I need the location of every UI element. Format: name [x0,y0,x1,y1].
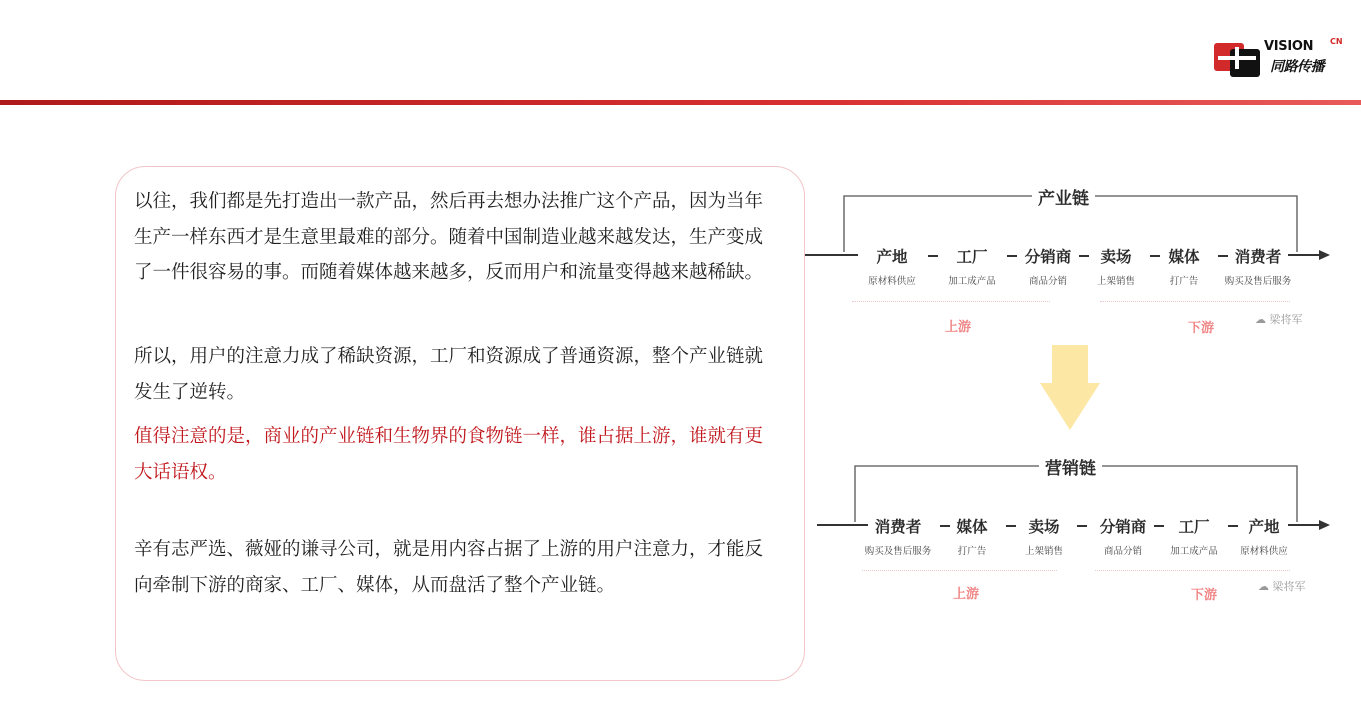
node-sub: 上架销售 [1024,546,1063,557]
down-arrow-icon [1040,345,1100,430]
node-name: 卖场 [1100,248,1132,266]
watermark-text: 梁将军 [1272,580,1306,593]
paragraph-highlight: 值得注意的是，商业的产业链和生物界的食物链一样，谁占据上游，谁就有更大话语权。 [134,426,764,483]
logo-cn-tag: CN [1330,37,1343,46]
downstream-label: 下游 [1191,588,1218,603]
node-name: 媒体 [956,518,988,536]
upstream-label: 上游 [953,587,980,602]
upstream-dotline [852,301,1050,302]
node-sub: 购买及售后服务 [1224,276,1292,287]
node-sub: 加工成产品 [1170,546,1218,557]
industry-chain-diagram [800,170,1340,340]
node-origin [1224,515,1304,557]
node-sub: 原材料供应 [1240,546,1288,557]
vision-cn-logo [1214,37,1344,79]
industry-chain-title: 产业链 [1032,184,1095,209]
wechat-icon: ☁ [1255,313,1266,326]
header-red-divider [0,100,1361,105]
node-consumer [852,515,944,557]
downstream-dotline [1100,301,1290,302]
node-factory [1154,515,1234,557]
node-name: 媒体 [1168,248,1200,266]
node-name: 消费者 [874,518,922,536]
node-consumer [1212,245,1304,287]
node-name: 工厂 [956,248,988,266]
node-sub: 上架销售 [1096,276,1135,287]
upstream-dotline [862,570,1057,571]
node-name: 产地 [876,248,908,266]
node-name: 分销商 [1024,248,1072,266]
node-factory [932,245,1012,287]
wechat-icon: ☁ [1258,580,1269,593]
logo-latin: VISION [1264,39,1314,54]
node-sub: 购买及售后服务 [864,546,932,557]
watermark [1258,578,1306,594]
node-name: 卖场 [1028,518,1060,536]
logo-chinese-name: 同路传播 [1270,59,1324,75]
node-media [932,515,1012,557]
node-sub: 加工成产品 [948,276,996,287]
node-name: 分销商 [1099,518,1147,536]
node-sub: 打广告 [957,546,987,557]
node-sub: 打广告 [1169,276,1199,287]
node-name: 产地 [1248,518,1280,536]
node-name: 工厂 [1178,518,1210,536]
paragraph-example: 辛有志严选、薇娅的谦寻公司，就是用内容占据了上游的用户注意力，才能反向牵制下游的商家、工厂、媒体，从而盘活了整个产业链。 [134,539,764,596]
watermark [1255,311,1303,327]
node-sub: 商品分销 [1028,276,1067,287]
node-sub: 商品分销 [1103,546,1142,557]
node-name: 消费者 [1234,248,1282,266]
marketing-chain-diagram [800,440,1340,610]
logo-mark-icon [1214,39,1260,77]
paragraph-history: 以往，我们都是先打造出一款产品，然后再去想办法推广这个产品，因为当年生产一样东西才是生意里最难的部分。随着中国制造业越来越发达，生产变成了一件很容易的事。而随着媒体越来越多，反而用户和流量变得越来越稀缺。 [134,191,764,283]
marketing-chain-title: 营销链 [1039,454,1102,479]
node-origin [852,245,932,287]
downstream-label: 下游 [1188,321,1215,336]
watermark-text: 梁将军 [1269,313,1303,326]
node-sub: 原材料供应 [868,276,916,287]
paragraph-reversal: 所以，用户的注意力成了稀缺资源，工厂和资源成了普通资源，整个产业链就发生了逆转。 [134,346,764,403]
downstream-dotline [1095,570,1290,571]
upstream-label: 上游 [945,320,972,335]
node-distributor [1083,515,1163,557]
node-store [1004,515,1084,557]
